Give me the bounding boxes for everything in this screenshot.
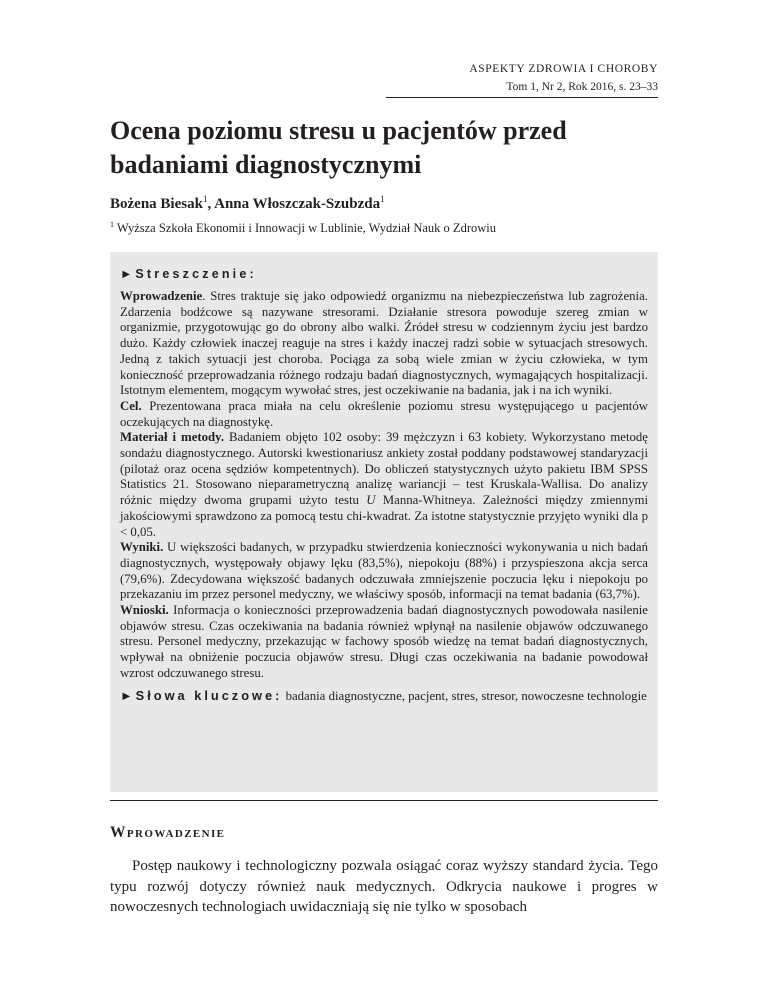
- journal-header: [469, 60, 658, 96]
- methods-text-continued: Manna-Whitneya. Zależności między zmiennymi jakościowymi sprawdzono za pomocą testu chi-kwadrat. Za istotne statystycznie przyjęto wyniki dla p < 0,05.: [120, 493, 648, 539]
- keywords-label: Słowa kluczowe:: [135, 687, 283, 703]
- abstract-conclusions: [120, 603, 648, 682]
- author-name: Anna Włoszczak-Szubzda: [214, 196, 381, 212]
- abstract-results: [120, 540, 648, 603]
- results-label: Wyniki.: [120, 540, 164, 555]
- journal-volume: Tom 1, Nr 2, Rok 2016, s. 23–33: [506, 81, 658, 93]
- methods-label: Materiał i metody.: [120, 430, 225, 445]
- header-divider: [386, 97, 658, 98]
- abstract-methods: [120, 430, 648, 540]
- abstract-heading: [120, 266, 648, 282]
- abstract-heading-label: Streszczenie:: [135, 267, 257, 281]
- affiliation-text: Wyższa Szkoła Ekonomii i Innowacji w Lublinie, Wydział Nauk o Zdrowiu: [116, 221, 496, 236]
- abstract-aim: [120, 399, 648, 430]
- methods-text: Badaniem objęto 102 osoby: 39 mężczyzn i 63 kobiety. Wykorzystano metodę sondażu diagnostycznego. Autorski kwestionariusz ankiety został poddany podstawowej standaryzacji (pilotaż oraz ocena sędziów kompetentnych). Do obliczeń statystycznych użyto pakietu IBM SPSS Statistics 21. Stosowano nieparametryczną analizę wariancji – test Kruskala-Wallisa. Do analizy różnic między dwoma grupami użyto testu: [120, 430, 648, 508]
- section-divider: [110, 800, 658, 801]
- triangle-bullet-icon: ►: [120, 267, 133, 281]
- abstract-box: [110, 252, 658, 792]
- conclusions-text: Informacja o konieczności przeprowadzenia badań diagnostycznych powodowała nasilenie objawów stresu. Czas oczekiwania na badania również wpłynął na nasilenie objawów odczuwanego stresu. Personel medyczny, przekazując w fachowy sposób wiedzę na temat badań diagnostycznych, wpływał na obniżenie poczucia objawów stresu. Długi czas oczekiwania na badanie powodował wzrost odczuwanego stresu.: [120, 603, 648, 680]
- author-list: [110, 194, 385, 213]
- introduction-text: . Stres traktuje się jako odpowiedź organizmu na niebezpieczeństwa lub zagrożenia. Zdarzenia bodźcowe są nazywane stresorami. Działanie stresora powoduje szereg zmian w organizmie, przygotowując go do obrony albo walki. Źródeł stresu w codziennym życiu jest bardzo dużo. Każdy człowiek inaczej reaguje na stres i każdy inaczej radzi sobie w sytuacjach stresowych. Jedną z takich sytuacji jest choroba. Pociąga za sobą wiele zmian w życiu człowieka, w tym konieczność przeprowadzania różnego rodzaju badań diagnostycznych, wymagających hospitalizacji. Istotnym elementem, mogącym wywołać stres, jest oczekiwanie na badania, jak i na ich wyniki.: [120, 289, 648, 398]
- article-title: Ocena poziomu stresu u pacjentów przed badaniami diagnostycznymi: [110, 116, 567, 179]
- journal-name: ASPEKTY ZDROWIA I CHOROBY: [469, 63, 658, 75]
- affiliation-mark: 1: [110, 220, 114, 229]
- conclusions-label: Wnioski.: [120, 603, 169, 618]
- aim-text: Prezentowana praca miała na celu określenie poziomu stresu występującego u pacjentów oczekujących na diagnostykę.: [120, 398, 648, 429]
- aim-label: Cel.: [120, 398, 142, 413]
- keywords: [120, 688, 648, 705]
- methods-test-symbol: U: [366, 493, 376, 508]
- results-text: U większości badanych, w przypadku stwierdzenia konieczności wykonywania u nich badań diagnostycznych, występowały objawy lęku (83,5%), niepokoju (88%) i przyspieszona akcja serca (79,6%). Zdecydowana większość badanych odczuwała zmniejszenie poczucia lęku i niepokoju po przekazaniu im przez personel medyczny, we właściwy sposób, informacji na temat badania (63,7%).: [120, 540, 648, 602]
- abstract-introduction: [120, 289, 648, 399]
- author-affiliation-mark: 1: [380, 194, 385, 204]
- keywords-text: badania diagnostyczne, pacjent, stres, stresor, nowoczesne technologie: [282, 688, 647, 703]
- body-paragraph: Postęp naukowy i technologiczny pozwala osiągać coraz wyższy standard życia. Tego typu rozwój dotyczy również nauk medycznych. Odkrycia naukowe i progres w nowoczesnych technologiach uwidaczniają się nie tylko w sposobach: [110, 858, 658, 915]
- author-name: Bożena Biesak: [110, 196, 203, 212]
- introduction-label: Wprowadzenie: [120, 289, 203, 303]
- section-heading: Wprowadzenie: [110, 824, 226, 841]
- triangle-bullet-icon: ►: [120, 687, 133, 703]
- keywords-heading: [120, 688, 282, 703]
- abstract-text: [120, 289, 648, 682]
- author-separator: ,: [207, 196, 215, 212]
- author-affiliation-mark: 1: [202, 194, 208, 204]
- affiliation: [110, 220, 496, 236]
